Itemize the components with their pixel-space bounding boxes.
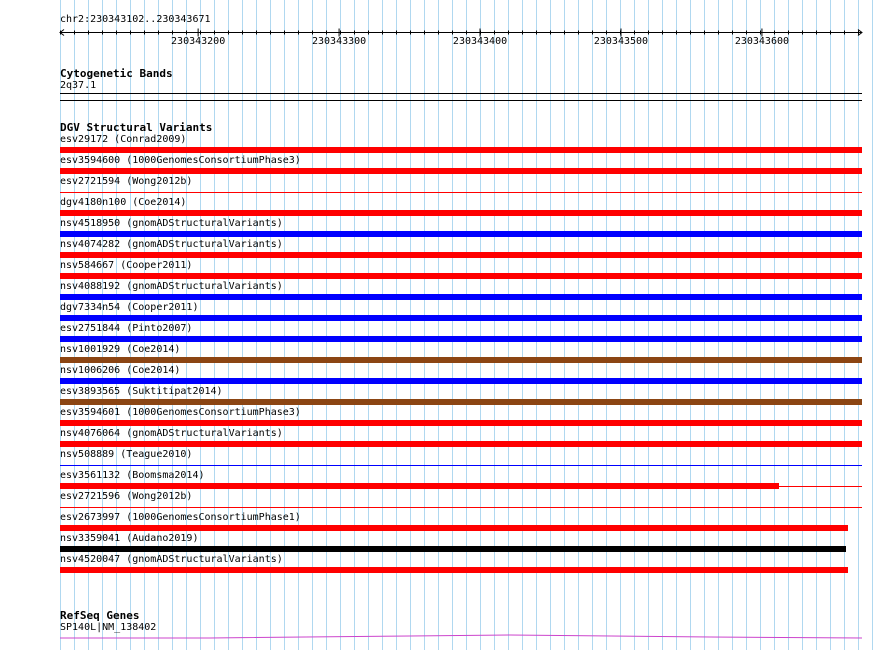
sv-label[interactable]: nsv584667 (Cooper2011) — [60, 260, 193, 271]
sv-label[interactable]: esv3893565 (Suktitipat2014) — [60, 386, 223, 397]
sv-label[interactable]: nsv4074282 (gnomADStructuralVariants) — [60, 239, 283, 250]
region-label: chr2:230343102..230343671 — [60, 14, 211, 25]
sv-label[interactable]: dgv4180n100 (Coe2014) — [60, 197, 187, 208]
sv-feature-bar[interactable] — [60, 231, 862, 237]
sv-feature-bar[interactable] — [60, 315, 862, 321]
sv-feature-line[interactable] — [60, 465, 862, 466]
sv-label[interactable]: dgv7334n54 (Cooper2011) — [60, 302, 199, 313]
sv-label[interactable]: nsv4520047 (gnomADStructuralVariants) — [60, 554, 283, 565]
refseq-gene-label[interactable]: SP140L|NM_138402 — [60, 622, 157, 633]
dgv-track-title: DGV Structural Variants — [60, 121, 213, 134]
sv-feature-bar[interactable] — [60, 294, 862, 300]
ruler-axis[interactable] — [0, 0, 890, 50]
sv-feature-bar[interactable] — [60, 483, 779, 489]
cytoband-line — [60, 93, 862, 94]
sv-feature-bar[interactable] — [60, 357, 862, 363]
sv-label[interactable]: esv2751844 (Pinto2007) — [60, 323, 193, 334]
sv-label[interactable]: esv3561132 (Boomsma2014) — [60, 470, 205, 481]
sv-feature-bar[interactable] — [60, 399, 862, 405]
sv-feature-bar[interactable] — [60, 210, 862, 216]
sv-label[interactable]: nsv508889 (Teague2010) — [60, 449, 193, 460]
sv-feature-line[interactable] — [60, 507, 862, 508]
sv-label[interactable]: esv2673997 (1000GenomesConsortiumPhase1) — [60, 512, 301, 523]
refseq-gene-line[interactable] — [60, 630, 862, 642]
sv-feature-bar[interactable] — [60, 546, 846, 552]
sv-label[interactable]: nsv1001929 (Coe2014) — [60, 344, 181, 355]
cytoband-label[interactable]: 2q37.1 — [60, 80, 97, 91]
sv-label[interactable]: nsv4076064 (gnomADStructuralVariants) — [60, 428, 283, 439]
sv-label[interactable]: nsv1006206 (Coe2014) — [60, 365, 181, 376]
sv-label[interactable]: esv29172 (Conrad2009) — [60, 134, 187, 145]
sv-feature-bar[interactable] — [60, 252, 862, 258]
sv-label[interactable]: esv2721594 (Wong2012b) — [60, 176, 193, 187]
ruler-tick-label: 230343200 — [171, 36, 226, 47]
sv-feature-bar[interactable] — [60, 378, 862, 384]
track-separator — [60, 100, 862, 101]
sv-label[interactable]: esv3594601 (1000GenomesConsortiumPhase3) — [60, 407, 301, 418]
sv-label[interactable]: nsv3359041 (Audano2019) — [60, 533, 199, 544]
refseq-track-title: RefSeq Genes — [60, 609, 140, 622]
sv-feature-line[interactable] — [60, 192, 862, 193]
sv-feature-bar[interactable] — [60, 168, 862, 174]
sv-feature-bar[interactable] — [60, 567, 848, 573]
ruler-tick-label: 230343300 — [311, 36, 367, 47]
ruler-tick-label: 230343500 — [593, 36, 649, 47]
sv-feature-bar[interactable] — [60, 420, 862, 426]
cytoband-track-title: Cytogenetic Bands — [60, 67, 173, 80]
sv-feature-line[interactable] — [779, 486, 862, 487]
ruler-tick-label: 230343600 — [734, 36, 790, 47]
ruler-tick-label: 230343400 — [452, 36, 508, 47]
sv-feature-bar[interactable] — [60, 147, 862, 153]
sv-label[interactable]: nsv4088192 (gnomADStructuralVariants) — [60, 281, 283, 292]
sv-feature-bar[interactable] — [60, 336, 862, 342]
sv-label[interactable]: nsv4518950 (gnomADStructuralVariants) — [60, 218, 283, 229]
sv-feature-bar[interactable] — [60, 441, 862, 447]
sv-feature-bar[interactable] — [60, 273, 862, 279]
sv-feature-bar[interactable] — [60, 525, 848, 531]
sv-label[interactable]: esv2721596 (Wong2012b) — [60, 491, 193, 502]
sv-label[interactable]: esv3594600 (1000GenomesConsortiumPhase3) — [60, 155, 301, 166]
